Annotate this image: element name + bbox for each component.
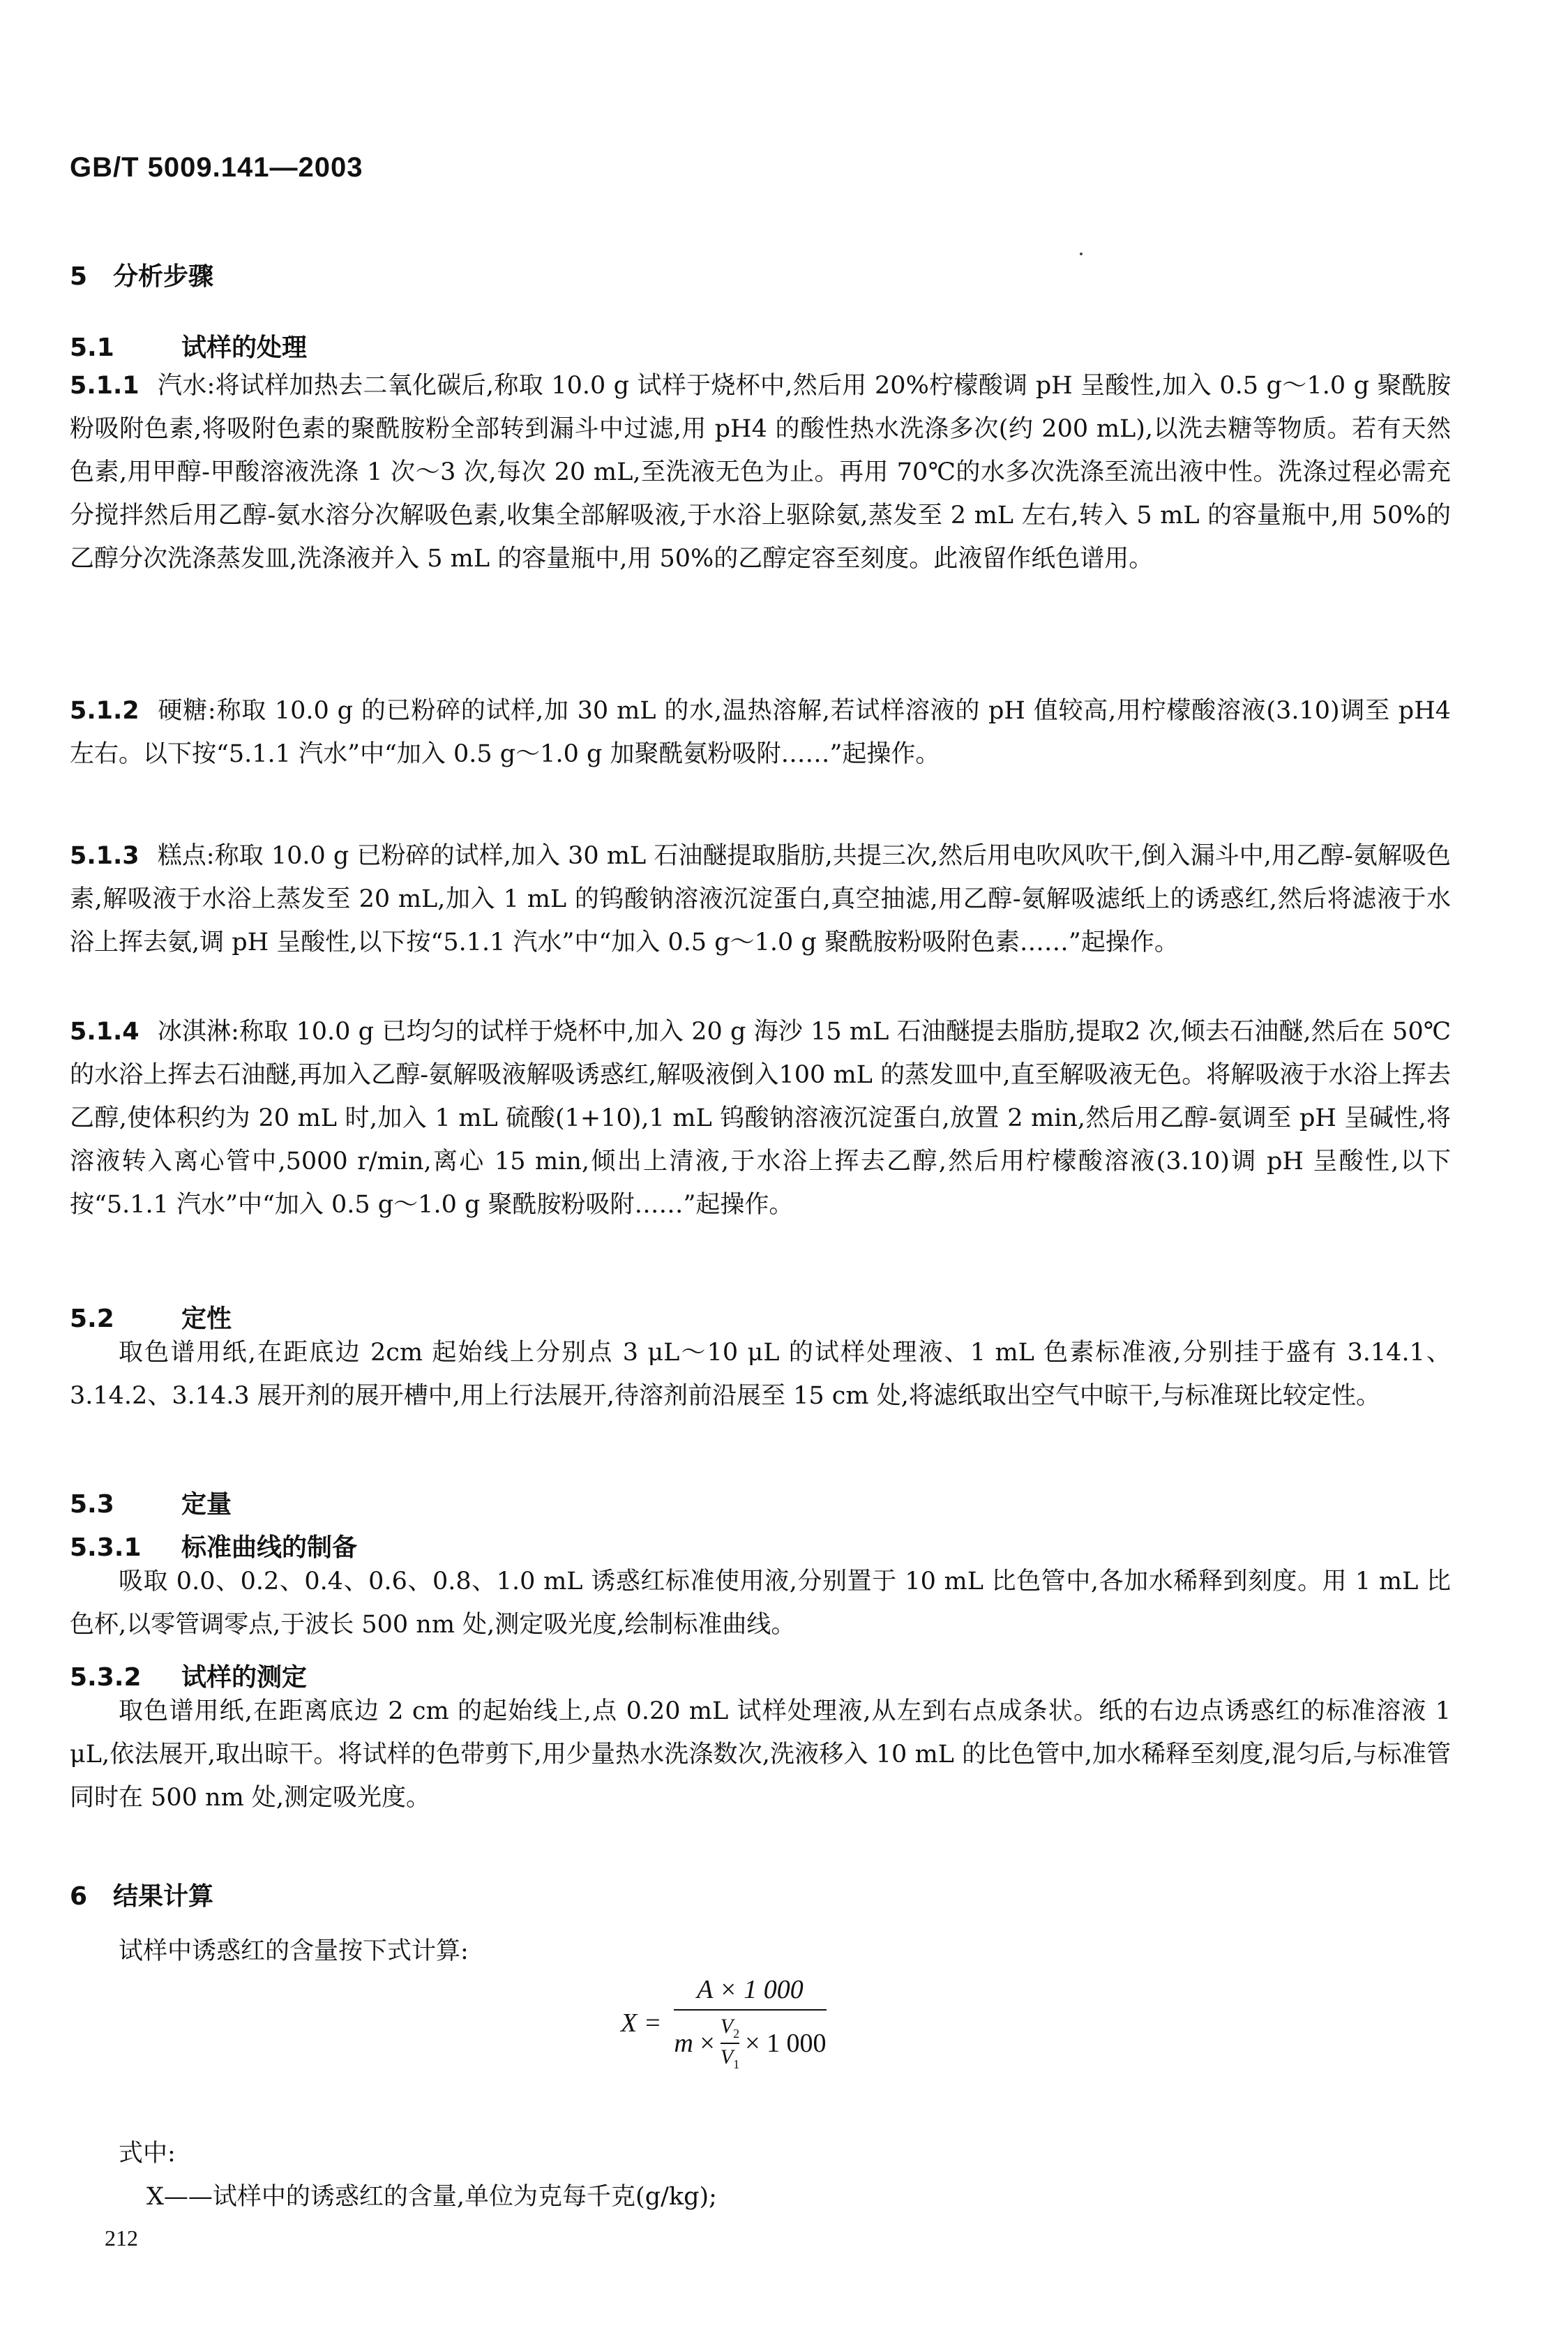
page-number: 212	[105, 2225, 138, 2251]
formula-lhs: X =	[621, 2008, 662, 2038]
paragraph-5-1-2: 5.1.2 硬糖:称取 10.0 g 的已粉碎的试样,加 30 mL 的水,温热溶解,若试样溶液的 pH 值较高,用柠檬酸溶液(3.10)调至 pH4 左右。以下按“5.1.1 汽水”中“加入 0.5 g～1.0 g 加聚酰氨粉吸附……”起操作。	[70, 697, 1451, 768]
formula-fraction	[674, 1974, 826, 2072]
section-5-3-2-heading: 5.3.2 试样的测定	[70, 1663, 308, 1692]
paragraph-5-1-1: 5.1.1 汽水:将试样加热去二氧化碳后,称取 10.0 g 试样于烧杯中,然后用 20%柠檬酸调 pH 呈酸性,加入 0.5 g～1.0 g 聚酰胺粉吸附色素,将吸附色素的聚酰胺粉全部转到漏斗中过滤,用 pH4 的酸性热水洗涤多次(约 200 mL),以洗去糖等物质。若有天然色素,用甲醇-甲酸溶液洗涤 1 次～3 次,每次 20 mL,至洗液无色为止。再用 70℃的水多次洗涤至流出液中性。洗涤过程必需充分搅拌然后用乙醇-氨水溶分次解吸色素,收集全部解吸液,于水浴上驱除氨,蒸发至 2 mL 左右,转入 5 mL 的容量瓶中,用 50%的乙醇分次洗涤蒸发皿,洗涤液并入 5 mL 的容量瓶中,用 50%的乙醇定容至刻度。此液留作纸色谱用。	[70, 372, 1451, 573]
paragraph-5-3-1: 吸取 0.0、0.2、0.4、0.6、0.8、1.0 mL 诱惑红标准使用液,分别置于 10 mL 比色管中,各加水稀释到刻度。用 1 mL 比色杯,以零管调零点,于波长 500 nm 处,测定吸光度,绘制标准曲线。	[70, 1568, 1451, 1639]
result-formula	[621, 1974, 827, 2072]
definition-x: X——试样中的诱惑红的含量,单位为克每千克(g/kg);	[146, 2183, 717, 2211]
formula-numerator: A × 1 000	[697, 1975, 804, 2004]
section-5-1-heading: 5.1 试样的处理	[70, 333, 308, 362]
standard-code: GB/T 5009.141—2003	[70, 152, 363, 183]
section-5-2-heading: 5.2 定性	[70, 1305, 232, 1333]
formula-denominator: m × $\frac{V_2}{V_1}$ × 1 000	[674, 2015, 827, 2071]
paragraph-5-1-4: 5.1.4 冰淇淋:称取 10.0 g 已均匀的试样于烧杯中,加入 20 g 海沙 15 mL 石油醚提去脂肪,提取2 次,倾去石油醚,然后在 50℃的水浴上挥去石油醚,再加入乙醇-氨解吸液解吸诱惑红,解吸液倒入100 mL 的蒸发皿中,直至解吸液无色。将解吸液于水浴上挥去乙醇,使体积约为 20 mL 时,加入 1 mL 硫酸(1+10),1 mL 钨酸钠溶液沉淀蛋白,放置 2 min,然后用乙醇-氨调至 pH 呈碱性,将溶液转入离心管中,5000 r/min,离心 15 min,倾出上清液,于水浴上挥去乙醇,然后用柠檬酸溶液(3.10)调 pH 呈酸性,以下按“5.1.1 汽水”中“加入 0.5 g～1.0 g 聚酰胺粉吸附……”起操作。	[70, 1018, 1451, 1219]
section-6-heading: 6 结果计算	[70, 1882, 214, 1911]
where-label: 式中:	[119, 2140, 176, 2168]
paragraph-5-3-2: 取色谱用纸,在距离底边 2 cm 的起始线上,点 0.20 mL 试样处理液,从左到右点成条状。纸的右边点诱惑红的标准溶液 1 μL,依法展开,取出晾干。将试样的色带剪下,用少量热水洗涤数次,洗液移入 10 mL 的比色管中,加水稀释至刻度,混匀后,与标准管同时在 500 nm 处,测定吸光度。	[70, 1697, 1451, 1812]
paragraph-5-1-3: 5.1.3 糕点:称取 10.0 g 已粉碎的试样,加入 30 mL 石油醚提取脂肪,共提三次,然后用电吹风吹干,倒入漏斗中,用乙醇-氨解吸色素,解吸液于水浴上蒸发至 20 mL,加入 1 mL 的钨酸钠溶液沉淀蛋白,真空抽滤,用乙醇-氨解吸滤纸上的诱惑红,然后将滤液于水浴上挥去氨,调 pH 呈酸性,以下按“5.1.1 汽水”中“加入 0.5 g～1.0 g 聚酰胺粉吸附色素……”起操作。	[70, 842, 1451, 956]
section-5-3-heading: 5.3 定量	[70, 1490, 232, 1519]
formula-intro: 试样中诱惑红的含量按下式计算:	[119, 1937, 469, 1965]
section-5-heading: 5 分析步骤	[70, 262, 214, 291]
paragraph-5-2: 取色谱用纸,在距底边 2cm 起始线上分别点 3 μL～10 μL 的试样处理液、1 mL 色素标准液,分别挂于盛有 3.14.1、3.14.2、3.14.3 展开剂的展开槽中,用上行法展开,待溶剂前沿展至 15 cm 处,将滤纸取出空气中晾干,与标准斑比较定性。	[70, 1339, 1451, 1410]
volume-ratio: $\frac{V_2}{V_1}$	[720, 2015, 740, 2071]
section-5-3-1-heading: 5.3.1 标准曲线的制备	[70, 1533, 358, 1562]
scan-speck	[1080, 253, 1083, 255]
